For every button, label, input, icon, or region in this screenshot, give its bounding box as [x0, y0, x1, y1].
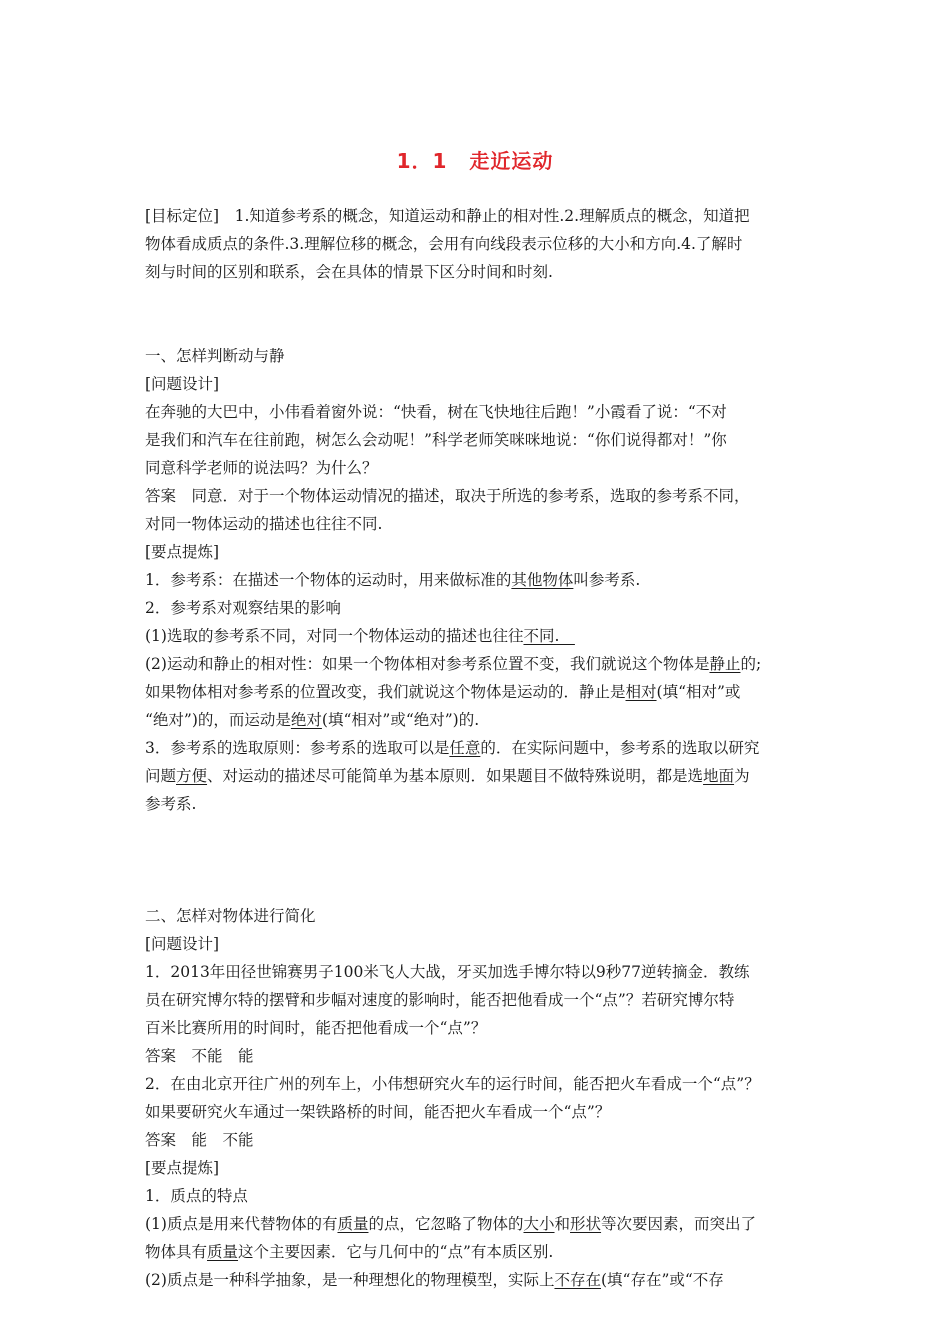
text-line: [145, 566, 817, 594]
underlined-answer: 不同.: [523, 627, 575, 645]
underlined-answer: 任意: [449, 739, 481, 757]
text-segment: [问题设计]: [145, 935, 220, 953]
text-segment: [要点提炼]: [145, 1159, 220, 1177]
text-line: [145, 370, 817, 398]
text-segment: “绝对”)的，而运动是: [145, 711, 291, 729]
text-segment: 如果要研究火车通过一架铁路桥的时间，能否把火车看成一个“点”？: [145, 1103, 611, 1121]
text-segment: 的点，它忽略了物体的: [368, 1215, 524, 1233]
text-segment: 物体看成质点的条件.3.理解位移的概念，会用有向线段表示位移的大小和方向.4.了解时: [145, 235, 743, 253]
text-segment: 这个主要因素．它与几何中的“点”有本质区别.: [238, 1243, 554, 1261]
text-segment: (1)质点是用来代替物体的有: [145, 1215, 338, 1233]
text-segment: 为: [734, 767, 750, 785]
text-segment: (填“相对”或: [656, 683, 741, 701]
text-line: [145, 1070, 817, 1098]
text-line: [145, 1182, 817, 1210]
text-segment: 如果物体相对参考系的位置改变，我们就说这个物体是运动的．静止是: [145, 683, 626, 701]
page-title: [0, 145, 950, 174]
text-segment: (1)选取的参考系不同，对同一个物体运动的描述也往往: [145, 627, 524, 645]
text-line: [145, 594, 817, 622]
text-segment: 刻与时间的区别和联系，会在具体的情景下区分时间和时刻.: [145, 263, 553, 281]
text-line: [145, 510, 817, 538]
text-segment: 叫参考系.: [573, 571, 641, 589]
text-segment: 一、怎样判断动与静: [145, 347, 285, 365]
text-segment: 二、怎样对物体进行简化: [145, 907, 316, 925]
text-segment: 答案 能 不能: [145, 1131, 254, 1149]
text-segment: 等次要因素，而突出了: [601, 1215, 757, 1233]
text-line: [145, 230, 817, 258]
underlined-answer: 质量: [207, 1243, 239, 1261]
text-line: [145, 790, 817, 818]
text-line: [145, 1154, 817, 1182]
text-line: [145, 902, 817, 930]
text-segment: [目标定位] 1.知道参考系的概念，知道运动和静止的相对性.2.理解质点的概念，知道把: [145, 207, 750, 225]
text-line: [145, 1098, 817, 1126]
text-line: [145, 1126, 817, 1154]
underlined-answer: 相对: [625, 683, 657, 701]
underlined-answer: 质量: [337, 1215, 369, 1233]
paragraph-spacer: [145, 818, 817, 874]
text-line: [145, 258, 817, 286]
text-segment: 的;: [740, 655, 762, 673]
text-line: [145, 706, 817, 734]
document-body: [145, 202, 817, 1294]
text-line: [145, 426, 817, 454]
text-segment: [问题设计]: [145, 375, 220, 393]
text-line: [145, 930, 817, 958]
underlined-answer: 绝对: [290, 711, 322, 729]
text-line: [145, 202, 817, 230]
text-segment: 在奔驰的大巴中，小伟看着窗外说：“快看，树在飞快地往后跑！”小霞看了说：“不对: [145, 403, 727, 421]
text-segment: 物体具有: [145, 1243, 208, 1261]
text-segment: 答案 不能 能: [145, 1047, 254, 1065]
text-segment: [要点提炼]: [145, 543, 220, 561]
text-segment: 和: [554, 1215, 571, 1233]
text-segment: (2)质点是一种科学抽象，是一种理想化的物理模型，实际上: [145, 1271, 555, 1289]
text-segment: 3．参考系的选取原则：参考系的选取可以是: [145, 739, 450, 757]
text-line: [145, 1266, 817, 1294]
paragraph-spacer: [145, 874, 817, 902]
text-line: [145, 650, 817, 678]
underlined-answer: 不存在: [554, 1271, 601, 1289]
text-segment: 的．在实际问题中，参考系的选取以研究: [480, 739, 760, 757]
text-line: [145, 734, 817, 762]
text-segment: 参考系.: [145, 795, 197, 813]
text-segment: 员在研究博尔特的摆臂和步幅对速度的影响时，能否把他看成一个“点”？若研究博尔特: [145, 991, 735, 1009]
text-segment: 1．参考系：在描述一个物体的运动时，用来做标准的: [145, 571, 512, 589]
text-segment: 2．在由北京开往广州的列车上，小伟想研究火车的运行时间，能否把火车看成一个“点”？: [145, 1075, 760, 1093]
text-line: [145, 622, 817, 650]
text-segment: 1．2013年田径世锦赛男子100米飞人大战，牙买加选手博尔特以9秒77逆转摘金．教练: [145, 963, 750, 981]
text-segment: 百米比赛所用的时间时，能否把他看成一个“点”？: [145, 1019, 487, 1037]
text-line: [145, 986, 817, 1014]
underlined-answer: 方便: [176, 767, 208, 785]
title-text: 走近运动: [469, 149, 554, 173]
text-segment: 答案 同意．对于一个物体运动情况的描述，取决于所选的参考系，选取的参考系不同，: [145, 487, 750, 505]
text-line: [145, 538, 817, 566]
text-segment: 是我们和汽车在往前跑，树怎么会动呢！”科学老师笑咪咪地说：“你们说得都对！”你: [145, 431, 727, 449]
text-segment: (填“存在”或“不存: [600, 1271, 724, 1289]
text-segment: 问题: [145, 767, 177, 785]
underlined-answer: 静止: [709, 655, 741, 673]
paragraph-spacer: [145, 286, 817, 342]
text-segment: 、对运动的描述尽可能简单为基本原则．如果题目不做特殊说明，都是选: [207, 767, 704, 785]
text-line: [145, 1210, 817, 1238]
text-segment: 对同一物体运动的描述也往往不同.: [145, 515, 383, 533]
underlined-answer: 地面: [703, 767, 735, 785]
text-segment: 2．参考系对观察结果的影响: [145, 599, 341, 617]
underlined-answer: 形状: [570, 1215, 602, 1233]
text-line: [145, 454, 817, 482]
text-segment: (2)运动和静止的相对性：如果一个物体相对参考系位置不变，我们就说这个物体是: [145, 655, 710, 673]
text-line: [145, 1238, 817, 1266]
text-segment: 1．质点的特点: [145, 1187, 248, 1205]
text-line: [145, 958, 817, 986]
text-line: [145, 398, 817, 426]
text-line: [145, 482, 817, 510]
underlined-answer: 大小: [523, 1215, 555, 1233]
text-segment: 同意科学老师的说法吗？为什么？: [145, 459, 378, 477]
underlined-answer: 其他物体: [511, 571, 574, 589]
text-line: [145, 762, 817, 790]
text-line: [145, 342, 817, 370]
text-line: [145, 678, 817, 706]
text-line: [145, 1014, 817, 1042]
text-line: [145, 1042, 817, 1070]
text-segment: (填“相对”或“绝对”)的.: [321, 711, 480, 729]
title-number: 1．1: [396, 149, 448, 173]
